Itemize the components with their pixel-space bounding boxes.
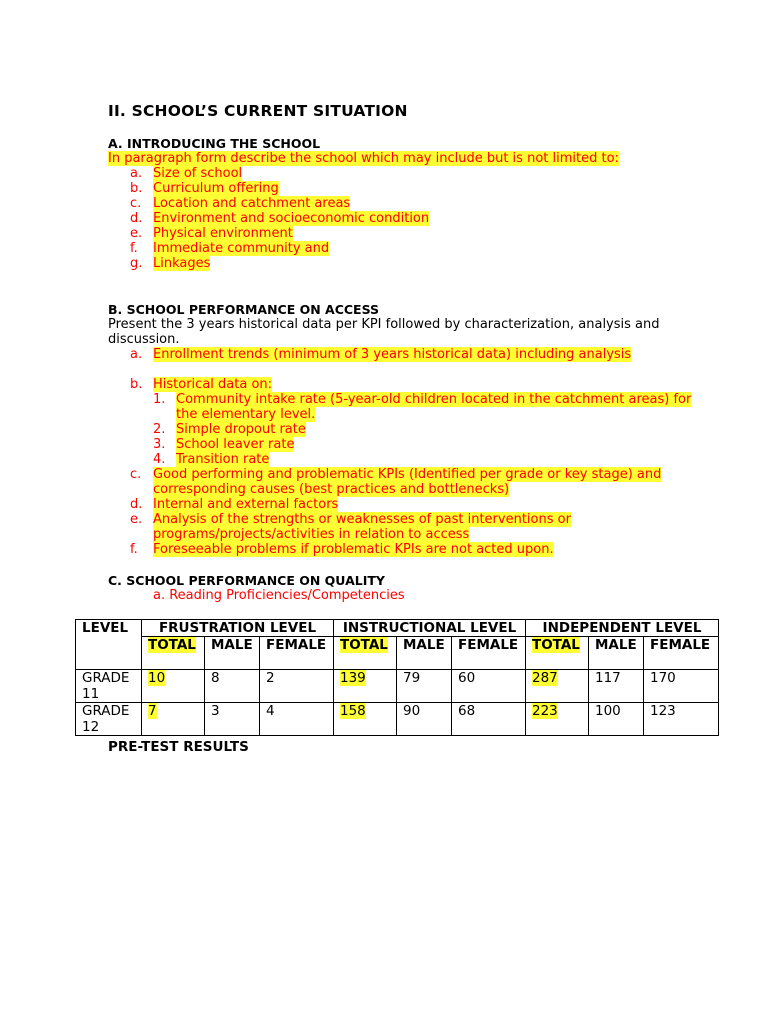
section-c-subheading: a. Reading Proficiencies/Competencies — [153, 588, 405, 603]
list-marker: b. — [130, 377, 143, 392]
table-cell: 4 — [260, 703, 334, 736]
pretest-results-label: PRE-TEST RESULTS — [108, 739, 249, 755]
list-item: e. — [130, 226, 143, 241]
sub-header-total: TOTAL — [334, 637, 397, 670]
section-c-heading: C. SCHOOL PERFORMANCE ON QUALITY — [108, 573, 385, 588]
sub-header-total: TOTAL — [526, 637, 589, 670]
table-cell: 7 — [142, 703, 205, 736]
section-a-heading: A. INTRODUCING THE SCHOOL — [108, 136, 321, 151]
list-item: Curriculum offering — [153, 181, 279, 196]
section-b-intro-line2: discussion. — [108, 332, 180, 347]
table-cell: 158 — [334, 703, 397, 736]
list-item: Transition rate — [176, 452, 270, 467]
list-item: corresponding causes (best practices and bottlenecks) — [153, 482, 510, 497]
list-item: a. — [130, 166, 143, 181]
table-cell: 287 — [526, 670, 589, 703]
list-item: Good performing and problematic KPIs (Identified per grade or key stage) and — [153, 467, 662, 482]
table-row — [76, 670, 719, 703]
section-a-intro-text: In paragraph form describe the school which may include but is not limited to: — [108, 151, 619, 166]
sub-header-total: TOTAL — [142, 637, 205, 670]
list-marker: e. — [130, 512, 143, 527]
table-cell: 100 — [589, 703, 644, 736]
table-row — [76, 703, 719, 736]
list-item: f. — [130, 241, 138, 256]
list-marker: c. — [130, 467, 142, 482]
list-item: the elementary level. — [176, 407, 316, 422]
table-cell: 8 — [205, 670, 260, 703]
table-cell: 139 — [334, 670, 397, 703]
sub-header-female: FEMALE — [260, 637, 334, 670]
list-item: Enrollment trends (minimum of 3 years historical data) including analysis — [153, 347, 632, 362]
table-cell: 79 — [397, 670, 452, 703]
group-header-frustration: FRUSTRATION LEVEL — [142, 620, 334, 637]
group-header-instructional: INSTRUCTIONAL LEVEL — [334, 620, 526, 637]
list-marker: 2. — [153, 422, 166, 437]
list-item: Linkages — [153, 256, 211, 271]
list-marker: 1. — [153, 392, 166, 407]
list-item: Community intake rate (5-year-old children located in the catchment areas) for — [176, 392, 692, 407]
list-item: b. — [130, 181, 143, 196]
row-level: GRADE 11 — [76, 670, 142, 703]
list-item: School leaver rate — [176, 437, 295, 452]
list-item: Simple dropout rate — [176, 422, 306, 437]
list-item: programs/projects/activities in relation to access — [153, 527, 470, 542]
sub-header-female: FEMALE — [644, 637, 719, 670]
table-cell: 90 — [397, 703, 452, 736]
section-b-intro-line1: Present the 3 years historical data per KPI followed by characterization, analysis and — [108, 317, 660, 332]
group-header-independent: INDEPENDENT LEVEL — [526, 620, 719, 637]
sub-header-female: FEMALE — [452, 637, 526, 670]
list-marker: 3. — [153, 437, 166, 452]
list-marker: a. — [130, 347, 143, 362]
list-item: g. — [130, 256, 143, 271]
list-item: Physical environment — [153, 226, 293, 241]
section-a-intro — [108, 151, 619, 166]
table-cell: 3 — [205, 703, 260, 736]
list-item: Internal and external factors — [153, 497, 339, 512]
list-item: Location and catchment areas — [153, 196, 351, 211]
list-item: Historical data on: — [153, 377, 273, 392]
table-cell: 223 — [526, 703, 589, 736]
level-header: LEVEL — [76, 620, 142, 670]
table-cell: 68 — [452, 703, 526, 736]
list-item: d. — [130, 211, 143, 226]
list-item: c. — [130, 196, 142, 211]
sub-header-male: MALE — [589, 637, 644, 670]
list-marker: d. — [130, 497, 143, 512]
table-cell: 2 — [260, 670, 334, 703]
table-cell: 10 — [142, 670, 205, 703]
reading-proficiency-table — [75, 619, 719, 736]
list-item: Environment and socioeconomic condition — [153, 211, 430, 226]
row-level: GRADE 12 — [76, 703, 142, 736]
page-title: II. SCHOOL’S CURRENT SITUATION — [108, 102, 408, 120]
table-cell: 117 — [589, 670, 644, 703]
sub-header-male: MALE — [205, 637, 260, 670]
list-item: Immediate community and — [153, 241, 330, 256]
list-item: Foreseeable problems if problematic KPIs are not acted upon. — [153, 542, 554, 557]
list-item: Size of school — [153, 166, 243, 181]
table-cell: 60 — [452, 670, 526, 703]
list-item: Analysis of the strengths or weaknesses of past interventions or — [153, 512, 571, 527]
table-cell: 170 — [644, 670, 719, 703]
table-cell: 123 — [644, 703, 719, 736]
list-marker: f. — [130, 542, 138, 557]
sub-header-male: MALE — [397, 637, 452, 670]
list-marker: 4. — [153, 452, 166, 467]
section-b-heading: B. SCHOOL PERFORMANCE ON ACCESS — [108, 302, 380, 317]
